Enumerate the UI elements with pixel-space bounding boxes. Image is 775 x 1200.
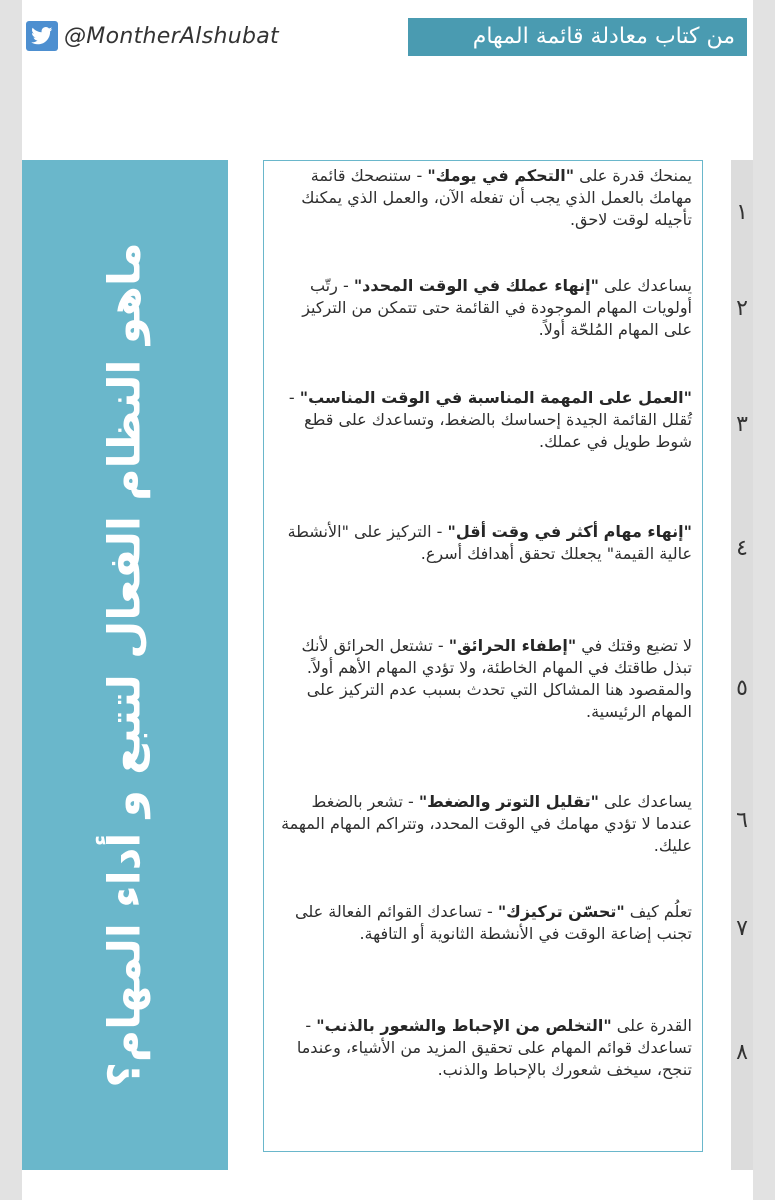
item-number: ٢ [736, 296, 748, 321]
item-number: ٣ [736, 412, 748, 437]
item-number: ٦ [736, 808, 748, 833]
side-title: ماهو النظام الفعال لتتبع و أداء المهام؟ [99, 242, 151, 1088]
item-text-post: - التركيز على "الأنشطة عالية القيمة" يجعلك تحقق أهدافك أسرع. [287, 522, 692, 563]
list-item [274, 635, 692, 723]
side-panel [22, 160, 228, 1170]
item-text-bold: "تحسّن تركيزك" [497, 902, 625, 921]
item-text-post: - رتّب أولويات المهام الموجودة في القائمة حتى تتمكن من التركيز على المهام المُلحّة أولاً. [302, 276, 692, 339]
item-text-bold: "التخلص من الإحباط والشعور بالذنب" [316, 1016, 612, 1035]
content-box [263, 160, 703, 1152]
list-item [274, 387, 692, 453]
item-text-pre: يساعدك على [598, 276, 692, 295]
item-text-bold: "إنهاء مهام أكثر في وقت أقل" [447, 522, 692, 541]
item-text-bold: "العمل على المهمة المناسبة في الوقت المناسب" [299, 388, 692, 407]
item-number: ٧ [736, 916, 748, 941]
item-number: ٥ [736, 676, 748, 701]
item-text-bold: "إنهاء عملك في الوقت المحدد" [353, 276, 599, 295]
item-text-bold: "التحكم في يومك" [427, 166, 575, 185]
item-text-pre: يساعدك على [598, 792, 692, 811]
twitter-handle[interactable] [26, 20, 279, 52]
item-text-pre: يمنحك قدرة على [574, 166, 692, 185]
item-text-post: - تُقلل القائمة الجيدة إحساسك بالضغط، وتساعدك على قطع شوط طويل في عملك. [288, 388, 692, 451]
item-text-post: - تشتعل الحرائق لأنك تبذل طاقتك في المهام الخاطئة، ولا تؤدي المهام الأهم أولاً. والمقصود هنا المشاكل التي تحدث بسبب عدم التركيز على المهام الرئيسية. [301, 636, 692, 721]
item-number: ١ [736, 200, 748, 225]
list-item [274, 521, 692, 565]
item-text-pre: تعلُم كيف [624, 902, 692, 921]
list-item [274, 791, 692, 857]
item-text-bold: "تقليل التوتر والضغط" [418, 792, 599, 811]
item-number: ٤ [736, 536, 748, 561]
list-item [274, 901, 692, 945]
item-text-bold: "إطفاء الحرائق" [448, 636, 577, 655]
list-item [274, 275, 692, 341]
item-text-pre: لا تضيع وقتك في [576, 636, 692, 655]
item-text-post: - تشعر بالضغط عندما لا تؤدي مهامك في الوقت المحدد، وتتراكم المهام المهمة عليك. [281, 792, 692, 855]
twitter-bird-icon [26, 21, 58, 51]
item-number: ٨ [736, 1040, 748, 1065]
twitter-handle-text: @MontherAlshubat [64, 23, 279, 49]
item-text-pre: القدرة على [611, 1016, 692, 1035]
item-text-post: - تساعدك القوائم الفعالة على تجنب إضاعة الوقت في الأنشطة الثانوية أو التافهة. [295, 902, 692, 943]
item-text-post: - ستنصحك قائمة مهامك بالعمل الذي يجب أن تفعله الآن، والعمل الذي يمكنك تأجيله لوقت لاحق. [301, 166, 692, 229]
list-item [274, 1015, 692, 1081]
item-text-post: - تساعدك قوائم المهام على تحقيق المزيد من الأشياء، وعندما تنجح، سيخف شعورك بالإحباط والذنب. [296, 1016, 692, 1079]
list-item [274, 165, 692, 231]
source-banner: من كتاب معادلة قائمة المهام [408, 18, 747, 56]
